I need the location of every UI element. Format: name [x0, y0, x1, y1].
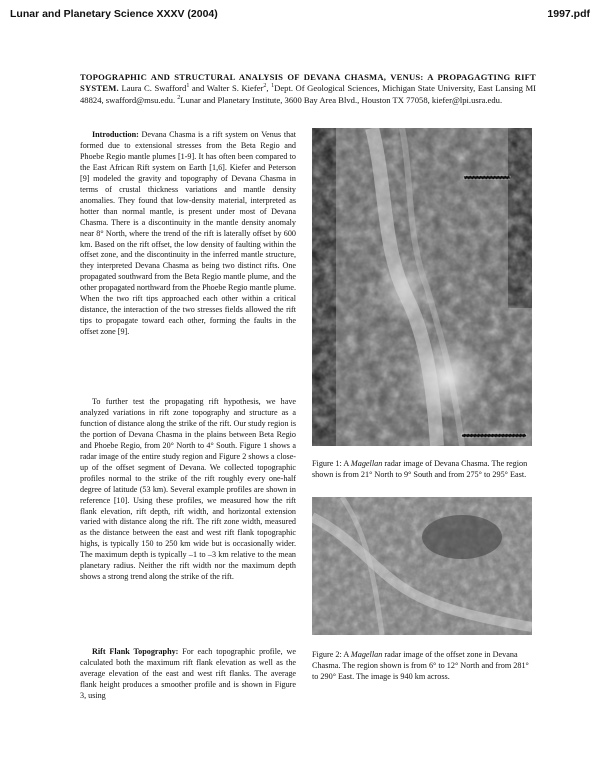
running-header-right: 1997.pdf	[547, 8, 590, 20]
figure-1-caption: Figure 1: A Magellan radar image of Devana Chasma. The region shown is from 21° North to 9° South and from 275° to 295° East.	[312, 459, 528, 480]
paragraph-study: To further test the propagating rift hypothesis, we have analyzed variations in rift zone topography and structure as a function of distance along the strike of the rift. Our study region is the portion of Devana Chasma in the plains between Beta Regio and Phoebe Regio, from 20° North to 4° South. Figure 1 shows a radar image of the entire study region and Figure 2 shows a close-up of the offset segment of Devana. We collected topographic profiles normal to the strike of the rift roughly every one-half degree of latitude (53 km). Several example profiles are shown in reference [10]. Using these profiles, we measured how the rift flank elevation, rift depth, rift width, and horizontal extension varied with distance along the rift. The rift zone width, measured as the distance between the east and west rift flank topographic highs, is typically 150 to 250 km wide but is occasionally wider. The maximum depth is typically –1 to –3 km relative to the mean planetary radius. Neither the rift width nor the maximum depth shows a strong trend along the strike of the rift.	[80, 397, 296, 582]
paragraph-rift-flank: Rift Flank Topography: For each topographic profile, we calculated both the maximum rift flank elevation as well as the average elevation of the east and west rift flanks. The average flank height produces a smoother profile and is shown in Figure 3, using	[80, 647, 297, 700]
authors: Laura C. Swafford$^1$ and Walter S. Kiefer$^2$, $^1$Dept. Of Geological Sciences, Michigan State University, East Lansing MI 48824, swafford@msu.edu. $^2$Lunar and Planetary Institute, 3600 Bay Area Blvd., Houston TX 77058, kiefer@lpi.usra.edu.	[80, 83, 536, 105]
affiliation-2: Lunar and Planetary Institute, 3600 Bay Area Blvd., Houston TX 77058, kiefer@lpi.usra.edu.	[180, 94, 503, 105]
figure-2-radar-image	[312, 497, 532, 635]
section-heading-rift-flank: Rift Flank Topography:	[92, 647, 179, 656]
title-block	[80, 72, 536, 106]
paper-title: TOPOGRAPHIC AND STRUCTURAL ANALYSIS OF DEVANA CHASMA, VENUS: A PROPAGAGTING RIFT SYSTEM.	[80, 72, 536, 94]
running-header-left: Lunar and Planetary Science XXXV (2004)	[10, 8, 218, 20]
figure-2-caption: Figure 2: A Magellan radar image of the offset zone in Devana Chasma. The region shown is from 6° to 12° North and from 281° to 290° East. The image is 940 km across.	[312, 650, 529, 682]
figure-1-radar-image	[312, 128, 532, 446]
paragraph-introduction: Introduction: Devana Chasma is a rift system on Venus that formed due to extensional stresses from the Beta Regio and Phoebe Regio mantle plumes [1-9]. It has often been compared to the East African Rift system on Earth [1,6]. Kiefer and Peterson [9] modeled the gravity and topography of Devana Chasma in terms of crustal thickness variations and mantle density anomalies. They found that low-density material, interpreted as hotter than normal mantle, is present under most of Devana Chasma. There is a discontinuity in the mantle density anomaly near 8° North, where the trend of the rift is laterally offset by 600 km. Based on the rift offset, the low density of faulting within the offset zone, and the discontinuity in the inferred mantle structure, they interpreted Devana Chasma as being two distinct rifts. One propagated southward from the Beta Regio mantle plume, and the other propagated northward from the Phoebe Regio mantle plume. When the two rift tips approached each other within a critical distance, the interaction of the two stresses fields allowed the rift tips to propagate toward each other, forming the faults in the offset zone [9].	[80, 130, 296, 337]
affiliation-1: Dept. Of Geological Sciences, Michigan State University, East Lansing MI 48824, swafford@msu.edu.	[80, 83, 536, 105]
section-heading-introduction: Introduction:	[92, 130, 139, 139]
